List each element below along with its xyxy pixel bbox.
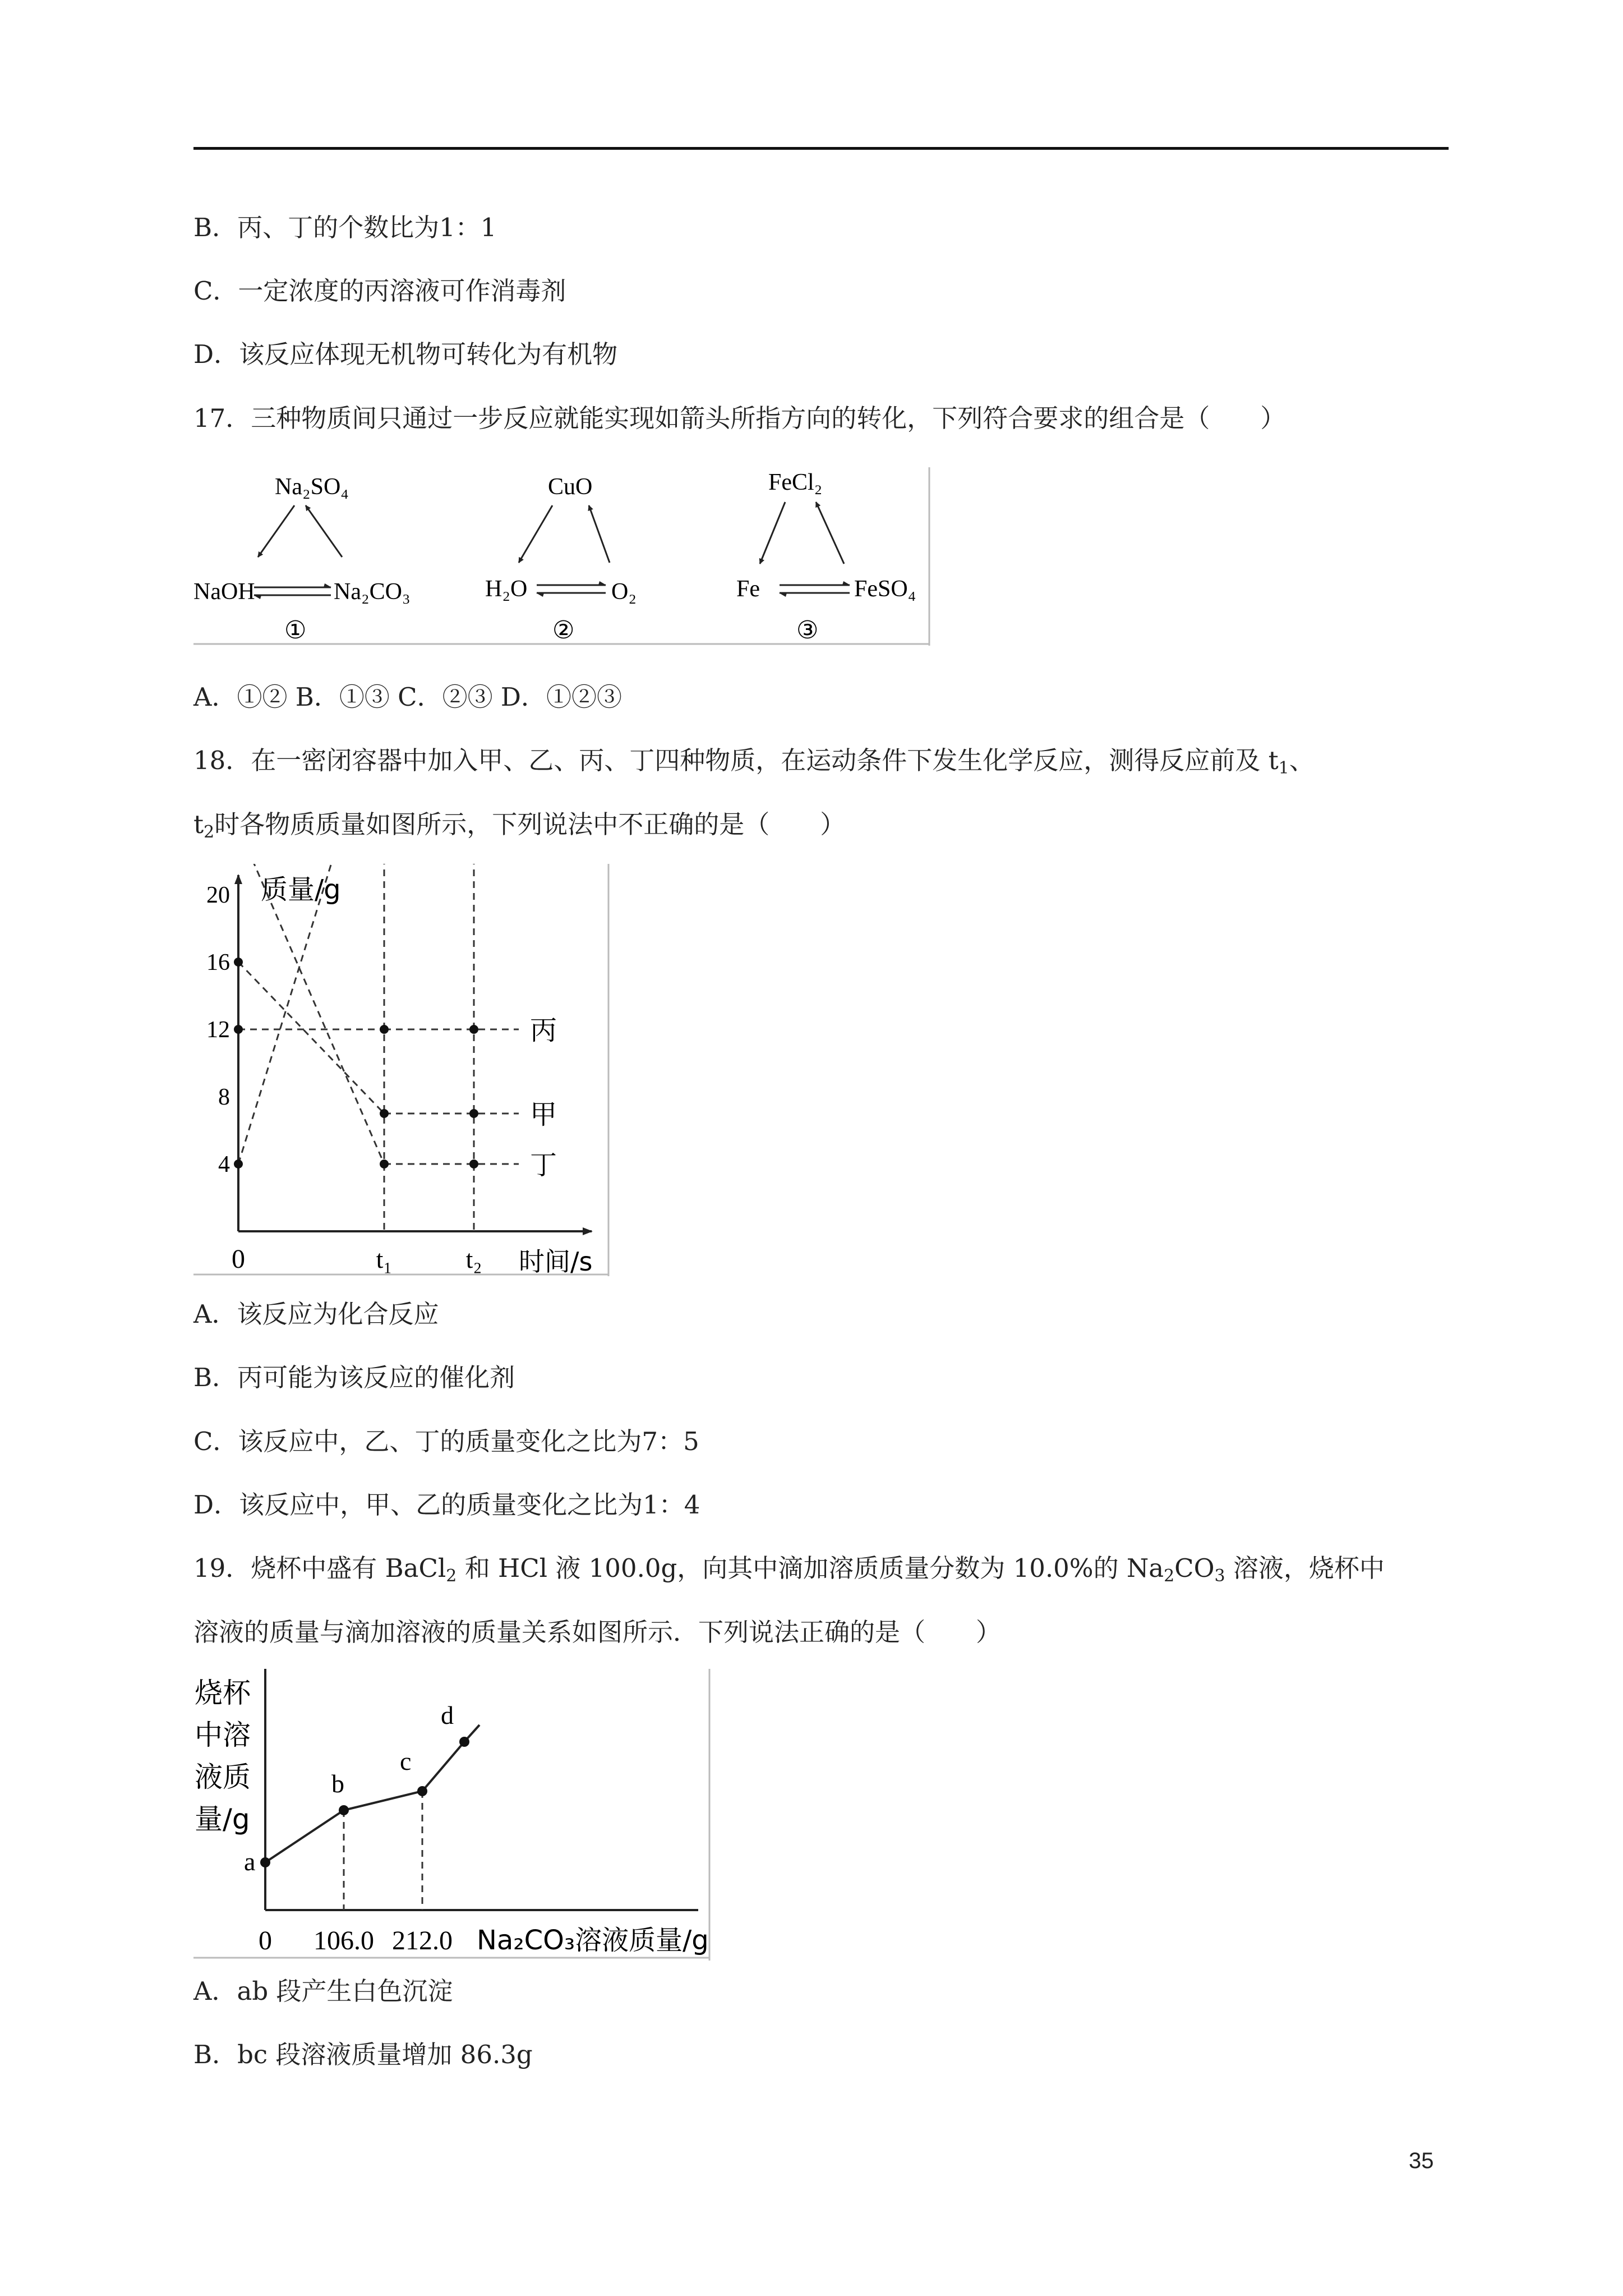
q17-g2-left: H₂O <box>485 576 528 602</box>
y-axis-label <box>195 1677 252 1835</box>
q19-stem-f: 3 <box>1214 1566 1225 1586</box>
q17-stem: 17．三种物质间只通过一步反应就能实现如箭头所指方向的转化，下列符合要求的组合是（ ） <box>193 403 1286 433</box>
q17-g1-top: Na₂SO₄ <box>275 474 349 500</box>
series-label: 丁 <box>530 1149 557 1181</box>
series-label: 丙 <box>530 1015 557 1046</box>
data-point <box>260 1857 270 1867</box>
q17-g3-left: Fe <box>736 576 760 602</box>
series-line <box>238 864 384 1164</box>
q17-g1-num: ① <box>284 616 307 645</box>
q17-g2-num: ② <box>552 616 575 645</box>
q17-g3-num: ③ <box>796 616 819 645</box>
q18-option-d: D．该反应中，甲、乙的质量变化之比为1：4 <box>193 1490 700 1520</box>
y-axis-label: 质量/g <box>261 874 341 905</box>
data-point <box>417 1786 427 1796</box>
point-label: a <box>244 1847 256 1876</box>
x-tick-label: 106.0 <box>313 1926 374 1955</box>
q18-stem-end: 、 <box>1289 746 1315 775</box>
q18-stem-text: 18．在一密闭容器中加入甲、乙、丙、丁四种物质，在运动条件下发生化学反应，测得反应前及 t <box>193 746 1279 775</box>
x-axis-label: Na₂CO₃溶液质量/g <box>477 1925 709 1956</box>
q18-stem-t: t <box>193 809 204 839</box>
q17-g3-right: FeSO₄ <box>854 576 916 602</box>
q16-option-c: C．一定浓度的丙溶液可作消毒剂 <box>193 276 566 306</box>
x-tick-label: 0 <box>259 1926 272 1955</box>
q17-g1-left: NaOH <box>193 579 255 605</box>
data-point <box>234 1025 243 1034</box>
q17-diagram <box>193 467 934 646</box>
q18-stem-line1 <box>193 744 1315 785</box>
y-axis-label-line: 液质 <box>195 1761 251 1793</box>
y-axis-label-line: 烧杯 <box>195 1677 251 1709</box>
q17-g2-arrow-left <box>519 505 552 563</box>
q19-stem-b: 2 <box>446 1566 457 1586</box>
q17-g1-arrow-right <box>306 505 342 557</box>
q18-stem-sub2: 2 <box>204 822 215 842</box>
q17-g3-arrow-right <box>816 502 844 564</box>
x-tick-label: 0 <box>232 1244 245 1274</box>
q17-g2-top: CuO <box>548 474 593 500</box>
q17-g2-arrow-right <box>589 505 610 563</box>
q17-options: A．①② B．①③ C．②③ D．①②③ <box>193 682 622 712</box>
data-point <box>380 1159 389 1168</box>
q19-stem-line1 <box>193 1552 1385 1593</box>
q18-option-a: A．该反应为化合反应 <box>193 1299 439 1329</box>
data-point <box>469 1109 478 1118</box>
data-point <box>459 1737 469 1747</box>
x-axis-label: 时间/s <box>519 1246 593 1276</box>
q19-stem-line2: 溶液的质量与滴加溶液的质量关系如图所示．下列说法正确的是（ ） <box>193 1617 1002 1647</box>
q19-stem-a: 19．烧杯中盛有 BaCl <box>193 1553 446 1583</box>
series-label: 甲 <box>530 1099 557 1130</box>
q19-option-b: B．bc 段溶液质量增加 86.3g <box>193 2040 533 2069</box>
q18-stem-line2 <box>193 808 845 849</box>
q19-stem-g: 溶液，烧杯中 <box>1225 1553 1385 1583</box>
y-tick-label: 16 <box>206 950 230 976</box>
x-tick-label: t₁ <box>376 1245 393 1273</box>
q19-chart <box>193 1669 712 1961</box>
series-line <box>238 864 384 1164</box>
y-tick-label: 20 <box>206 882 230 908</box>
y-tick-label: 4 <box>218 1152 230 1177</box>
x-tick-label: 212.0 <box>392 1926 453 1955</box>
q17-g2-right: O₂ <box>611 579 637 605</box>
q16-option-d: D．该反应体现无机物可转化为有机物 <box>193 339 618 369</box>
header-rule <box>193 147 1449 150</box>
q18-chart <box>193 864 611 1276</box>
data-point <box>234 1159 243 1168</box>
q18-option-b: B．丙可能为该反应的催化剂 <box>193 1363 515 1392</box>
q19-option-a: A．ab 段产生白色沉淀 <box>193 1976 453 2006</box>
page-number: 35 <box>1409 2148 1434 2173</box>
q17-g3-arrow-left <box>760 502 785 564</box>
series-line <box>265 1725 479 1862</box>
data-point <box>234 958 243 967</box>
q18-stem-sub1: 1 <box>1278 758 1289 778</box>
x-tick-label: t₂ <box>465 1245 482 1273</box>
data-point <box>469 1025 478 1034</box>
q18-stem-text2: 时各物质质量如图所示，下列说法中不正确的是（ ） <box>214 809 846 839</box>
y-axis-label-line: 中溶 <box>195 1719 251 1751</box>
y-axis-label-line: 量/g <box>195 1803 250 1835</box>
data-point <box>380 1109 389 1118</box>
point-label: d <box>441 1701 454 1729</box>
y-tick-label: 8 <box>218 1084 230 1110</box>
data-point <box>469 1159 478 1168</box>
q19-stem-c: 和 HCl 液 100.0g，向其中滴加溶质质量分数为 10.0%的 Na <box>457 1553 1164 1583</box>
q18-option-c: C．该反应中，乙、丁的质量变化之比为7：5 <box>193 1427 699 1456</box>
data-point <box>339 1805 349 1815</box>
q19-stem-e: CO <box>1174 1553 1215 1583</box>
q17-g3-top: FeCl₂ <box>768 470 823 495</box>
point-label: b <box>331 1769 344 1798</box>
y-tick-label: 12 <box>206 1017 230 1043</box>
q16-option-b: B．丙、丁的个数比为1：1 <box>193 213 497 242</box>
q17-g1-arrow-left <box>258 505 294 557</box>
q17-g1-right: Na₂CO₃ <box>334 579 411 605</box>
point-label: c <box>400 1747 412 1775</box>
data-point <box>380 1025 389 1034</box>
q19-stem-d: 2 <box>1164 1566 1175 1586</box>
